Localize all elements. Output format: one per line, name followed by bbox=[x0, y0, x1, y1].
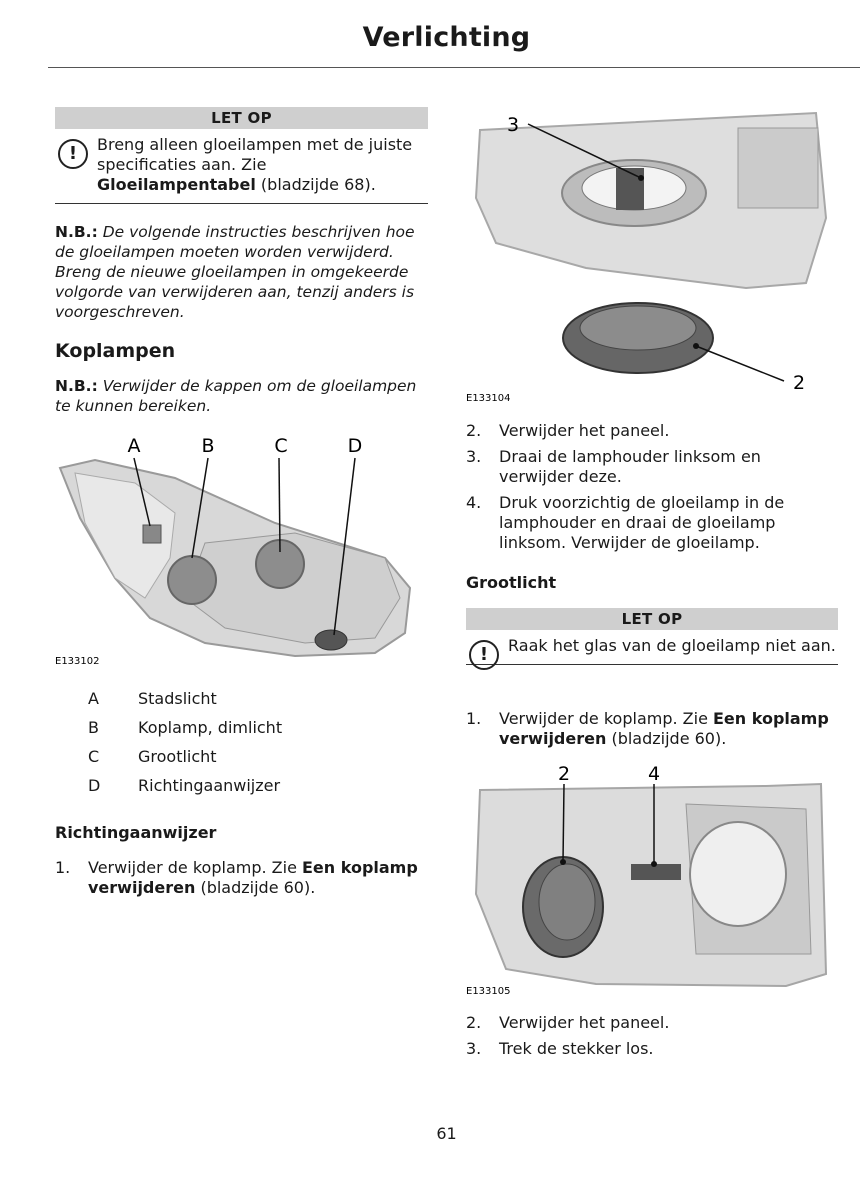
legend-key: D bbox=[88, 776, 101, 795]
step-text: Trek de stekker los. bbox=[499, 1039, 654, 1058]
figure-code: E133104 bbox=[466, 393, 511, 404]
right-step-list bbox=[466, 421, 838, 559]
subheading-grootlicht: Grootlicht bbox=[466, 573, 557, 592]
step-text: Draai de lamphouder linksom en verwijder deze. bbox=[499, 447, 761, 486]
exclamation-icon: ! bbox=[469, 640, 499, 670]
legend-key: A bbox=[88, 689, 99, 708]
legend-row bbox=[55, 776, 428, 805]
note-instructions bbox=[55, 222, 428, 322]
step-text: Druk voorzichtig de gloeilamp in de lamphouder en draai de gloeilamp linksom. Verwijder de gloeilamp. bbox=[499, 493, 785, 552]
headlamp-figure bbox=[55, 428, 428, 671]
figure-label-3: 3 bbox=[506, 114, 520, 136]
caution-text: Raak het glas van de gloeilamp niet aan. bbox=[508, 636, 836, 655]
legend-value: Grootlicht bbox=[138, 747, 217, 766]
caution-body bbox=[55, 129, 428, 204]
step-number: 3. bbox=[466, 447, 482, 466]
step-text: Verwijder de koplamp. Zie bbox=[88, 858, 302, 877]
bulb-connector bbox=[631, 864, 681, 880]
caution-body bbox=[466, 630, 838, 665]
step-text-tail: (bladzijde 60). bbox=[606, 729, 727, 748]
figure-code: E133102 bbox=[55, 656, 100, 667]
list-item bbox=[466, 1039, 838, 1059]
page-title: Verlichting bbox=[362, 22, 531, 53]
note-label: N.B.: bbox=[55, 223, 98, 241]
step-text: Verwijder de koplamp. Zie bbox=[499, 709, 713, 728]
figure-label-4: 4 bbox=[647, 764, 661, 785]
step-number: 4. bbox=[466, 493, 482, 512]
legend-value: Koplamp, dimlicht bbox=[138, 718, 283, 737]
step-number: 2. bbox=[466, 1013, 482, 1032]
legend-key: C bbox=[88, 747, 100, 766]
legend-row bbox=[55, 747, 428, 776]
high-beam-figure bbox=[466, 764, 838, 1000]
figure-label-2: 2 bbox=[557, 764, 571, 785]
page-number: 61 bbox=[436, 1124, 457, 1143]
list-item bbox=[466, 447, 838, 487]
caution-heading: LET OP bbox=[55, 107, 428, 129]
figure-label-c: C bbox=[274, 435, 288, 457]
step-number: 1. bbox=[466, 709, 482, 728]
lamp-holder-figure bbox=[466, 108, 838, 408]
caution-text: Breng alleen gloeilampen met de juiste specificaties aan. Zie bbox=[97, 135, 413, 174]
legend-value: Richtingaanwijzer bbox=[138, 776, 281, 795]
legend-row bbox=[55, 718, 428, 747]
step-text-tail: (bladzijde 60). bbox=[195, 878, 316, 897]
note2-text: Verwijder de kappen om de gloeilampen te kunnen bereiken. bbox=[55, 377, 417, 415]
legend-list bbox=[55, 689, 428, 805]
indicator-holder bbox=[315, 630, 347, 650]
legend-key: B bbox=[88, 718, 99, 737]
subheading-richtingaanwijzer: Richtingaanwijzer bbox=[55, 823, 217, 842]
list-item bbox=[466, 421, 838, 441]
note-kappen bbox=[55, 376, 428, 416]
step-text: Verwijder het paneel. bbox=[499, 421, 670, 440]
right-step-list-3 bbox=[466, 1013, 838, 1065]
figure-label-d: D bbox=[347, 435, 363, 457]
list-item bbox=[466, 709, 838, 749]
list-item bbox=[55, 858, 428, 898]
sidelight-holder bbox=[143, 525, 161, 543]
list-item bbox=[466, 493, 838, 553]
figure-code: E133105 bbox=[466, 986, 511, 997]
step-number: 3. bbox=[466, 1039, 482, 1058]
right-caution-box bbox=[466, 608, 838, 665]
figure-label-b: B bbox=[201, 435, 215, 457]
right-step-list-2 bbox=[466, 709, 838, 755]
list-item bbox=[466, 1013, 838, 1033]
step-number: 1. bbox=[55, 858, 71, 877]
figure-label-2: 2 bbox=[792, 372, 806, 394]
legend-value: Stadslicht bbox=[138, 689, 217, 708]
caution-link[interactable]: Gloeilampentabel bbox=[97, 175, 256, 194]
low-beam-cap bbox=[168, 556, 216, 604]
step-text: Verwijder het paneel. bbox=[499, 1013, 670, 1032]
bulb-holder bbox=[616, 168, 644, 210]
caution-text-tail: (bladzijde 68). bbox=[255, 175, 376, 194]
left-step-list bbox=[55, 858, 428, 904]
note-text: De volgende instructies beschrijven hoe de gloeilampen moeten worden verwijderd. Breng de nieuwe gloeilampen in omgekeerde volgorde van verwijderen aan, tenzij anders is voorgeschreven. bbox=[55, 223, 415, 321]
section-heading-koplampen: Koplampen bbox=[55, 340, 176, 362]
exclamation-icon: ! bbox=[58, 139, 88, 169]
figure-label-a: A bbox=[127, 435, 141, 457]
caution-heading: LET OP bbox=[466, 608, 838, 630]
note2-label: N.B.: bbox=[55, 377, 98, 395]
title-divider bbox=[48, 67, 860, 68]
step-link[interactable]: Een koplamp verwijderen bbox=[88, 858, 418, 897]
step-link[interactable]: Een koplamp verwijderen bbox=[499, 709, 829, 748]
left-caution-box bbox=[55, 107, 428, 204]
step-number: 2. bbox=[466, 421, 482, 440]
legend-row bbox=[55, 689, 428, 718]
